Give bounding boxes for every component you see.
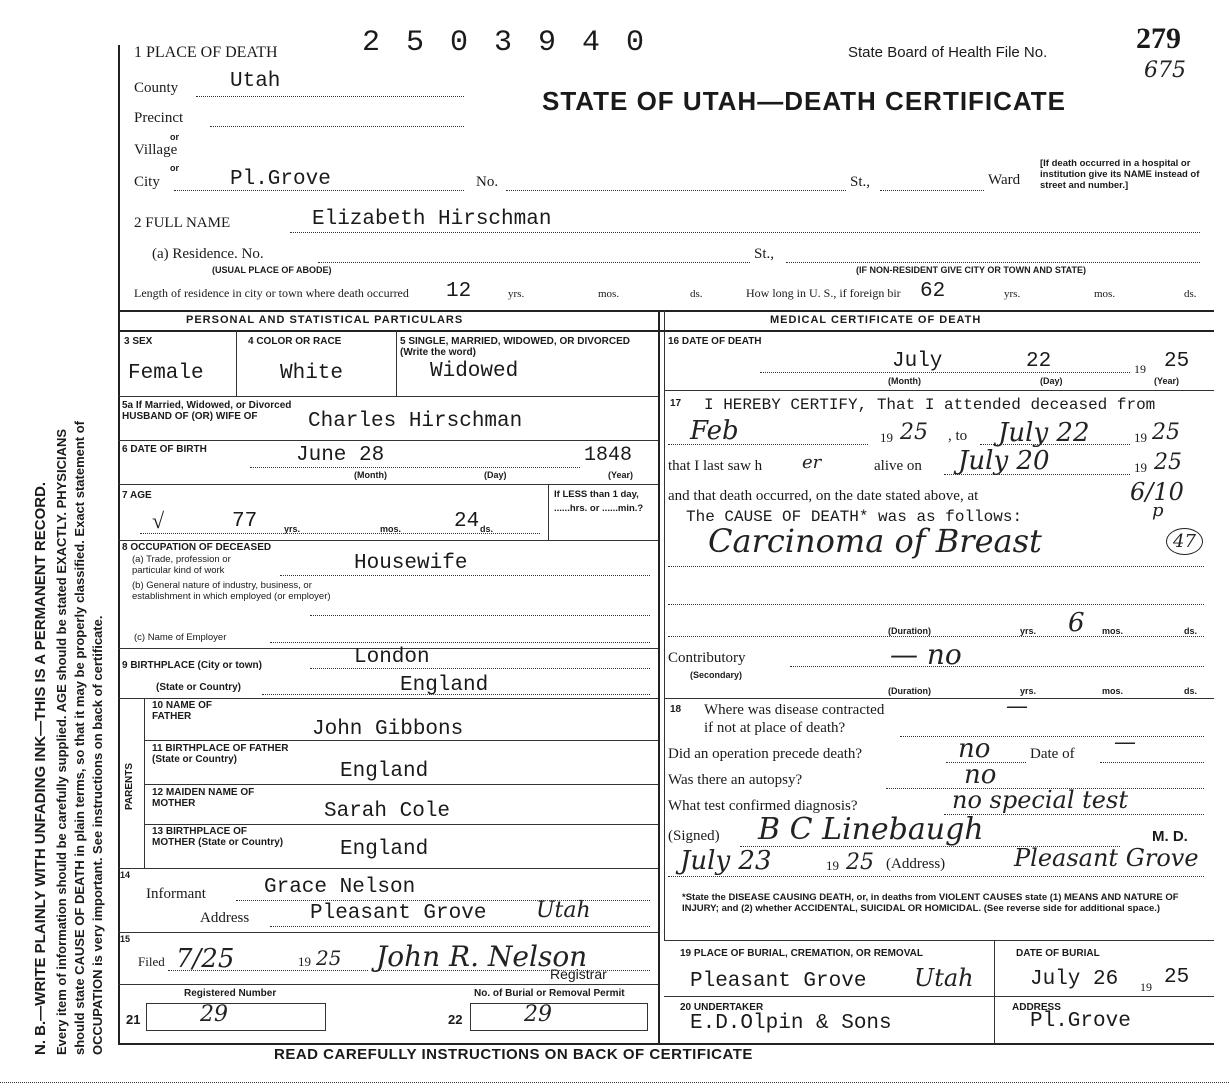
dob-day-cap: (Day): [484, 470, 507, 480]
contrib-yrs-cap: yrs.: [1020, 686, 1037, 696]
test-label: What test confirmed diagnosis?: [668, 798, 858, 814]
informant-number: 14: [120, 870, 131, 880]
occupation-value: Housewife: [354, 552, 468, 575]
personal-heading: PERSONAL AND STATISTICAL PARTICULARS: [186, 314, 464, 326]
side-note-occupation: OCCUPATION is very important. See instructions on back of certificate.: [90, 615, 105, 1055]
father-name: John Gibbons: [312, 718, 464, 741]
filed-label: Filed: [138, 954, 165, 969]
age-mos-cap: mos.: [380, 524, 402, 534]
death-time-pm: p: [1152, 500, 1164, 521]
sign-year: 25: [846, 850, 874, 875]
city-value: Pl.Grove: [230, 168, 331, 191]
occupation-b-label: (b) General nature of industry, business, or establishment in which employed (or employer): [132, 580, 331, 602]
contracted-number: 18: [670, 704, 682, 715]
dob-label: 6 DATE OF BIRTH: [122, 444, 207, 455]
last-saw-year: 25: [1154, 450, 1182, 475]
last-saw-date: July 20: [958, 446, 1050, 476]
dob-year-cap: (Year): [608, 470, 634, 480]
father-birthplace: England: [340, 760, 429, 783]
registrar-label: Registrar: [550, 966, 607, 982]
us-mos-label: mos.: [1094, 288, 1116, 300]
birthplace-label: 9 BIRTHPLACE (City or town): [122, 660, 262, 671]
cause-mos-cap: mos.: [1102, 626, 1124, 636]
village-label: Village: [134, 142, 178, 158]
file-number: 279: [1136, 22, 1181, 55]
occupation-c-label: (c) Name of Employer: [134, 632, 227, 643]
date-of-value: —: [1114, 730, 1136, 755]
registered-number-box: [146, 1003, 326, 1031]
burial-year: 25: [1164, 966, 1190, 989]
filed-number: 15: [120, 934, 131, 944]
alive-on-label: alive on: [874, 458, 922, 474]
secondary-cap: (Secondary): [690, 670, 743, 680]
us-ds-label: ds.: [1184, 288, 1197, 300]
city-no-label: No.: [476, 174, 499, 190]
city-label: City: [134, 174, 160, 190]
length-residence-label: Length of residence in city or town where death occurred: [134, 286, 409, 300]
occupation-label: 8 OCCUPATION OF DECEASED: [122, 542, 272, 553]
contributory-value: — no: [890, 638, 962, 671]
death-cause-footnote: *State the DISEASE CAUSING DEATH, or, in deaths from VIOLENT CAUSES state (1) MEANS AND NATURE OF INJURY; and (2) whether ACCIDENTAL, SUICIDAL OR HOMICIDAL. (See reverse side for additional space.): [682, 892, 1179, 914]
file-number-handwritten: 675: [1144, 58, 1186, 83]
hospital-note: [If death occurred in a hospital or institution give its NAME instead of street and number.]: [1040, 158, 1200, 191]
form-bottom-border: [118, 1043, 1214, 1045]
dob-month-day: June 28: [296, 444, 385, 467]
birthplace-city: London: [354, 646, 430, 669]
last-saw-label: that I last saw h: [668, 458, 763, 474]
to-label: , to: [948, 428, 968, 444]
duration-cap-2: (Duration): [888, 686, 931, 696]
us-residence-label: How long in U. S., if foreign bir: [746, 286, 901, 300]
burial-permit-label: No. of Burial or Removal Permit: [474, 988, 625, 999]
medical-heading: MEDICAL CERTIFICATE OF DEATH: [770, 314, 982, 326]
operation-label: Did an operation precede death?: [668, 746, 863, 762]
test-value: no special test: [952, 786, 1128, 814]
parents-label: PARENTS: [124, 762, 135, 810]
sex-value: Female: [128, 362, 204, 385]
contrib-mos-cap: mos.: [1102, 686, 1124, 696]
certificate-number: 2 5 0 3 9 4 0: [362, 26, 649, 60]
county-label: County: [134, 80, 179, 96]
registered-number: 29: [200, 1002, 228, 1027]
length-yrs-label: yrs.: [508, 288, 525, 300]
marital-value: Widowed: [430, 360, 519, 383]
registrar-signature: John R. Nelson: [376, 940, 588, 973]
attended-from-year-prefix: 19: [880, 430, 893, 445]
certificate-title: STATE OF UTAH—DEATH CERTIFICATE: [542, 86, 1066, 116]
burial-date-label: DATE OF BURIAL: [1016, 948, 1100, 959]
age-years: 77: [232, 510, 258, 533]
death-year: 25: [1164, 350, 1190, 373]
burial-year-prefix: 19: [1140, 980, 1152, 994]
precinct-label: Precinct: [134, 110, 184, 126]
birthplace-state-country-label: (State or Country): [156, 682, 241, 693]
physician-address: Pleasant Grove: [1014, 844, 1199, 872]
cause-of-death-label: The CAUSE OF DEATH* was as follows:: [686, 508, 1023, 526]
last-saw-year-prefix: 19: [1134, 460, 1147, 475]
contributory-label: Contributory: [668, 650, 746, 666]
cause-code: 47: [1166, 528, 1203, 555]
race-label: 4 COLOR OR RACE: [248, 336, 342, 347]
death-month-cap: (Month): [888, 376, 921, 386]
mother-birthplace-label: 13 BIRTHPLACE OF MOTHER (State or Country): [152, 826, 284, 848]
us-residence-value: 62: [920, 280, 946, 303]
length-mos-label: mos.: [598, 288, 620, 300]
occupation-a-label: (a) Trade, profession or particular kind of work: [132, 554, 231, 576]
length-ds-label: ds.: [690, 288, 703, 300]
death-time: 6/10: [1130, 478, 1184, 506]
sex-label: 3 SEX: [124, 336, 153, 347]
certify-number: 17: [670, 398, 682, 409]
contracted-label: Where was disease contracted: [704, 702, 885, 718]
duration-cap-1: (Duration): [888, 626, 931, 636]
side-note-permanent-record: N. B.—WRITE PLAINLY WITH UNFADING INK—THIS IS A PERMANENT RECORD.: [32, 481, 49, 1055]
autopsy-label: Was there an autopsy?: [668, 772, 803, 788]
duration-months: 6: [1068, 608, 1085, 638]
place-of-death-label: 1 PLACE OF DEATH: [134, 44, 278, 61]
md-label: M. D.: [1152, 828, 1188, 845]
filed-year-prefix: 19: [298, 954, 311, 969]
certify-text: I HEREBY CERTIFY, That I attended deceased from: [704, 396, 1156, 414]
or-label-2: or: [170, 163, 179, 173]
informant-address-handwritten: Utah: [536, 898, 591, 923]
cause-yrs-cap: yrs.: [1020, 626, 1037, 636]
sign-date: July 23: [680, 846, 772, 876]
autopsy-value: no: [964, 760, 997, 790]
contracted-value: —: [1006, 694, 1028, 719]
informant-label: Informant: [146, 886, 206, 902]
mother-name: Sarah Cole: [324, 800, 451, 823]
death-year-prefix: 19: [1134, 362, 1146, 376]
side-note-cause: should state CAUSE OF DEATH in plain terms, so that it may be properly classified. Exact statement of: [72, 420, 87, 1055]
spouse-label: 5a If Married, Widowed, or Divorced HUSBAND OF (OR) WIFE OF: [122, 400, 292, 422]
age-days: 24: [454, 510, 480, 533]
mother-name-label: 12 MAIDEN NAME OF MOTHER: [152, 787, 255, 809]
burial-permit-number: 29: [524, 1002, 552, 1027]
informant-address-label: Address: [200, 910, 250, 926]
length-residence-value: 12: [446, 280, 472, 303]
full-name-value: Elizabeth Hirschman: [312, 208, 552, 231]
residence-label: (a) Residence. No.: [152, 246, 264, 262]
age-label: 7 AGE: [122, 490, 152, 501]
side-note-information: Every item of information should be carefully supplied. AGE should be stated EXACTLY. PHYSICIANS: [54, 428, 69, 1055]
age-check-mark: √: [152, 508, 165, 533]
signed-label: (Signed): [668, 828, 720, 844]
filed-year: 25: [316, 946, 342, 970]
physician-address-label: (Address): [886, 856, 946, 872]
attended-to-year-prefix: 19: [1134, 430, 1147, 445]
undertaker-name: E.D.Olpin & Sons: [690, 1012, 892, 1035]
file-number-label: State Board of Health File No.: [848, 44, 1048, 61]
attended-from-year: 25: [900, 420, 928, 445]
sign-year-prefix: 19: [826, 858, 839, 873]
footer-instruction: READ CAREFULLY INSTRUCTIONS ON BACK OF CERTIFICATE: [274, 1046, 753, 1063]
death-day-cap: (Day): [1040, 376, 1063, 386]
mother-birthplace: England: [340, 838, 429, 861]
burial-permit-box: [470, 1003, 648, 1031]
contrib-ds-cap: ds.: [1184, 686, 1198, 696]
registered-number-label: Registered Number: [184, 988, 277, 999]
burial-place: Pleasant Grove: [690, 970, 867, 993]
informant-name: Grace Nelson: [264, 876, 416, 899]
operation-value: no: [958, 734, 991, 764]
ward-label: Ward: [988, 172, 1021, 188]
last-saw-pronoun: er: [802, 452, 822, 473]
us-yrs-label: yrs.: [1004, 288, 1021, 300]
father-name-label: 10 NAME OF FATHER: [152, 700, 213, 722]
non-resident-label: (IF NON-RESIDENT GIVE CITY OR TOWN AND STATE): [856, 265, 1087, 275]
attended-from: Feb: [690, 416, 739, 446]
center-divider: [658, 310, 660, 1045]
death-month: July: [892, 350, 943, 373]
city-st-label: St.,: [850, 174, 871, 190]
full-name-label: 2 FULL NAME: [134, 215, 231, 231]
death-occurred-label: and that death occurred, on the date stated above, at: [668, 488, 979, 504]
birthplace-country: England: [400, 674, 489, 697]
undertaker-address-label: ADDRESS: [1012, 1002, 1061, 1013]
informant-address: Pleasant Grove: [310, 902, 487, 925]
race-value: White: [280, 362, 344, 385]
spouse-value: Charles Hirschman: [308, 410, 523, 433]
marital-label: 5 SINGLE, MARRIED, WIDOWED, OR DIVORCED (Write the word): [400, 336, 631, 358]
death-year-cap: (Year): [1154, 376, 1180, 386]
dob-month-cap: (Month): [354, 470, 387, 480]
age-ds-cap: ds.: [480, 524, 494, 534]
physician-signature: B C Linebaugh: [758, 812, 984, 847]
undertaker-address: Pl.Grove: [1030, 1010, 1131, 1033]
cause-ds-cap: ds.: [1184, 626, 1198, 636]
date-of-death-label: 16 DATE OF DEATH: [668, 336, 762, 347]
undertaker-label: 20 UNDERTAKER: [680, 1002, 764, 1013]
contracted-label-2: if not at place of death?: [704, 720, 846, 736]
burial-place-handwritten: Utah: [914, 964, 974, 992]
age-yrs-cap: yrs.: [284, 524, 301, 534]
cause-of-death: Carcinoma of Breast: [708, 522, 1042, 560]
or-label-1: or: [170, 132, 179, 142]
residence-st-label: St.,: [754, 246, 775, 262]
date-of-label: Date of: [1030, 746, 1075, 762]
less-than-day-label: If LESS than 1 day, ......hrs. or ......min.?: [554, 489, 644, 514]
dob-year: 1848: [584, 444, 633, 467]
death-day: 22: [1026, 350, 1052, 373]
usual-abode-label: (USUAL PLACE OF ABODE): [212, 265, 332, 275]
attended-to: July 22: [998, 418, 1090, 448]
father-birthplace-label: 11 BIRTHPLACE OF FATHER (State or Country): [152, 743, 289, 765]
county-value: Utah: [230, 70, 281, 93]
burial-date: July 26: [1030, 968, 1119, 991]
registered-number-field: 21: [126, 1012, 141, 1027]
attended-to-year: 25: [1152, 420, 1180, 445]
burial-permit-field: 22: [448, 1012, 463, 1027]
burial-place-label: 19 PLACE OF BURIAL, CREMATION, OR REMOVAL: [680, 948, 923, 959]
form-left-border: [118, 45, 120, 1045]
filed-date: 7/25: [176, 944, 235, 974]
